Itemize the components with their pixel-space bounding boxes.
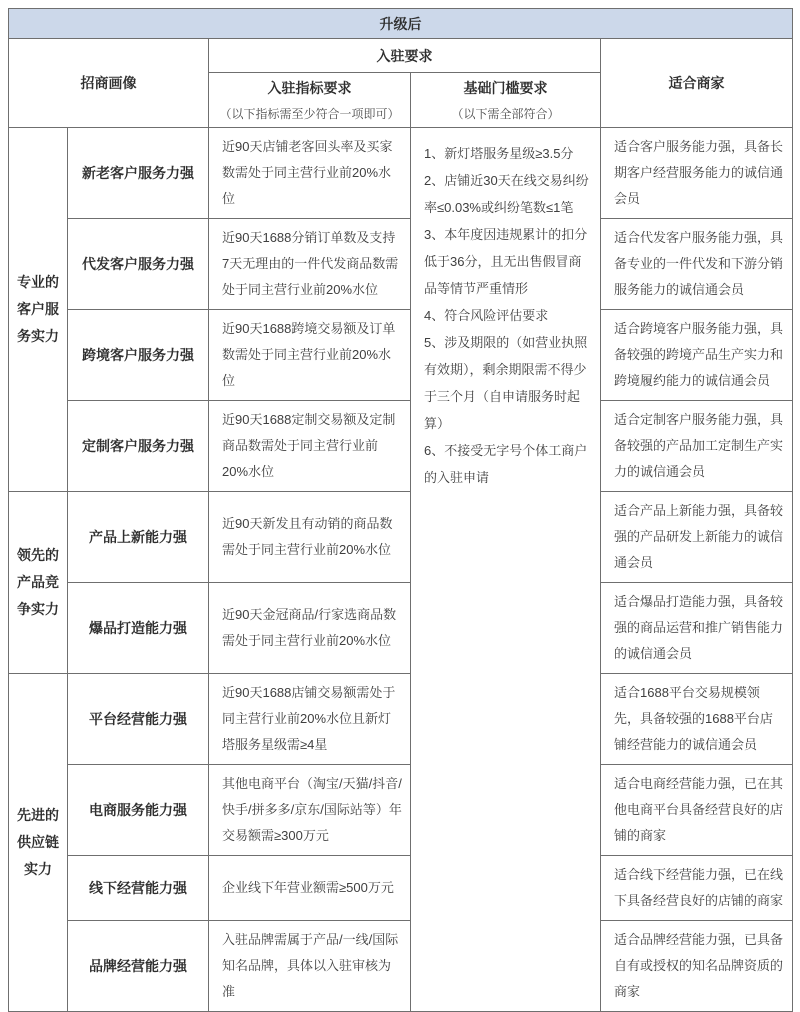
col-header-entry-requirements: 入驻要求	[209, 39, 601, 73]
capability-cell: 跨境客户服务力强	[68, 310, 209, 401]
upgrade-requirements-table-wrap	[8, 8, 792, 1012]
table-row	[9, 765, 793, 856]
threshold-item: 4、符合风险评估要求	[424, 308, 549, 323]
threshold-item: 6、不接受无字号个体工商户的入驻申请	[424, 443, 588, 485]
capability-cell: 线下经营能力强	[68, 856, 209, 921]
indicator-cell: 其他电商平台（淘宝/天猫/抖音/快手/拼多多/京东/国际站等）年交易额需≥300万元	[209, 765, 411, 856]
table-row	[9, 856, 793, 921]
suitable-cell: 适合1688平台交易规模领先，具备较强的1688平台店铺经营能力的诚信通会员	[601, 674, 793, 765]
indicator-cell: 近90天1688店铺交易额需处于同主营行业前20%水位且新灯塔服务星级需≥4星	[209, 674, 411, 765]
suitable-cell: 适合电商经营能力强，已在其他电商平台具备经营良好的店铺的商家	[601, 765, 793, 856]
threshold-item: 3、本年度因违规累计的扣分低于36分，且无出售假冒商品等情节严重情形	[424, 227, 588, 296]
suitable-cell: 适合代发客户服务能力强，具备专业的一件代发和下游分销服务能力的诚信通会员	[601, 219, 793, 310]
suitable-cell: 适合定制客户服务能力强，具备较强的产品加工定制生产实力的诚信通会员	[601, 401, 793, 492]
indicator-cell: 近90天1688定制交易额及定制商品数需处于同主营行业前20%水位	[209, 401, 411, 492]
suitable-cell: 适合产品上新能力强，具备较强的产品研发上新能力的诚信通会员	[601, 492, 793, 583]
capability-cell: 电商服务能力强	[68, 765, 209, 856]
capability-cell: 代发客户服务力强	[68, 219, 209, 310]
table-row	[9, 219, 793, 310]
table-row	[9, 583, 793, 674]
group-label-product-competitiveness: 领先的产品竞争实力	[9, 492, 68, 674]
table-row	[9, 492, 793, 583]
suitable-cell: 适合爆品打造能力强，具备较强的商品运营和推广销售能力的诚信通会员	[601, 583, 793, 674]
table-row	[9, 128, 793, 219]
table-row	[9, 310, 793, 401]
suitable-cell: 适合跨境客户服务能力强，具备较强的跨境产品生产实力和跨境履约能力的诚信通会员	[601, 310, 793, 401]
col-header-suitable-merchants: 适合商家	[601, 39, 793, 128]
threshold-cell	[411, 128, 601, 1012]
indicator-header-title: 入驻指标要求	[267, 80, 352, 96]
capability-cell: 产品上新能力强	[68, 492, 209, 583]
suitable-cell: 适合客户服务能力强，具备长期客户经营服务能力的诚信通会员	[601, 128, 793, 219]
capability-cell: 爆品打造能力强	[68, 583, 209, 674]
indicator-cell: 入驻品牌需属于产品/一线/国际知名品牌，具体以入驻审核为准	[209, 921, 411, 1012]
indicator-cell: 企业线下年营业额需≥500万元	[209, 856, 411, 921]
capability-cell: 新老客户服务力强	[68, 128, 209, 219]
indicator-cell: 近90天新发且有动销的商品数需处于同主营行业前20%水位	[209, 492, 411, 583]
upgrade-requirements-table	[8, 8, 793, 1012]
group-label-supply-chain: 先进的供应链实力	[9, 674, 68, 1012]
col-header-merchant-profile: 招商画像	[9, 39, 209, 128]
table-row	[9, 921, 793, 1012]
indicator-cell: 近90天1688分销订单数及支持7天无理由的一件代发商品数需处于同主营行业前20%水位	[209, 219, 411, 310]
threshold-header-subtitle: （以下需全部符合）	[451, 107, 560, 121]
table-row	[9, 401, 793, 492]
col-header-indicator-requirements	[209, 73, 411, 128]
group-label-customer-service: 专业的客户服务实力	[9, 128, 68, 492]
indicator-header-subtitle: （以下指标需至少符合一项即可）	[219, 107, 400, 121]
indicator-cell: 近90天1688跨境交易额及订单数需处于同主营行业前20%水位	[209, 310, 411, 401]
threshold-item: 5、涉及期限的（如营业执照有效期），剩余期限需不得少于三个月（自申请服务时起算）	[424, 335, 588, 431]
col-header-threshold-requirements	[411, 73, 601, 128]
threshold-item: 2、店铺近30天在线交易纠纷率≤0.03%或纠纷笔数≤1笔	[424, 173, 589, 215]
suitable-cell: 适合品牌经营能力强，已具备自有或授权的知名品牌资质的商家	[601, 921, 793, 1012]
indicator-cell: 近90天店铺老客回头率及买家数需处于同主营行业前20%水位	[209, 128, 411, 219]
suitable-cell: 适合线下经营能力强，已在线下具备经营良好的店铺的商家	[601, 856, 793, 921]
table-title: 升级后	[9, 9, 793, 39]
capability-cell: 定制客户服务力强	[68, 401, 209, 492]
threshold-item: 1、新灯塔服务星级≥3.5分	[424, 146, 574, 161]
table-row	[9, 674, 793, 765]
capability-cell: 平台经营能力强	[68, 674, 209, 765]
header-row-1	[9, 39, 793, 73]
threshold-header-title: 基础门槛要求	[463, 80, 548, 96]
indicator-cell: 近90天金冠商品/行家选商品数需处于同主营行业前20%水位	[209, 583, 411, 674]
capability-cell: 品牌经营能力强	[68, 921, 209, 1012]
table-title-row	[9, 9, 793, 39]
